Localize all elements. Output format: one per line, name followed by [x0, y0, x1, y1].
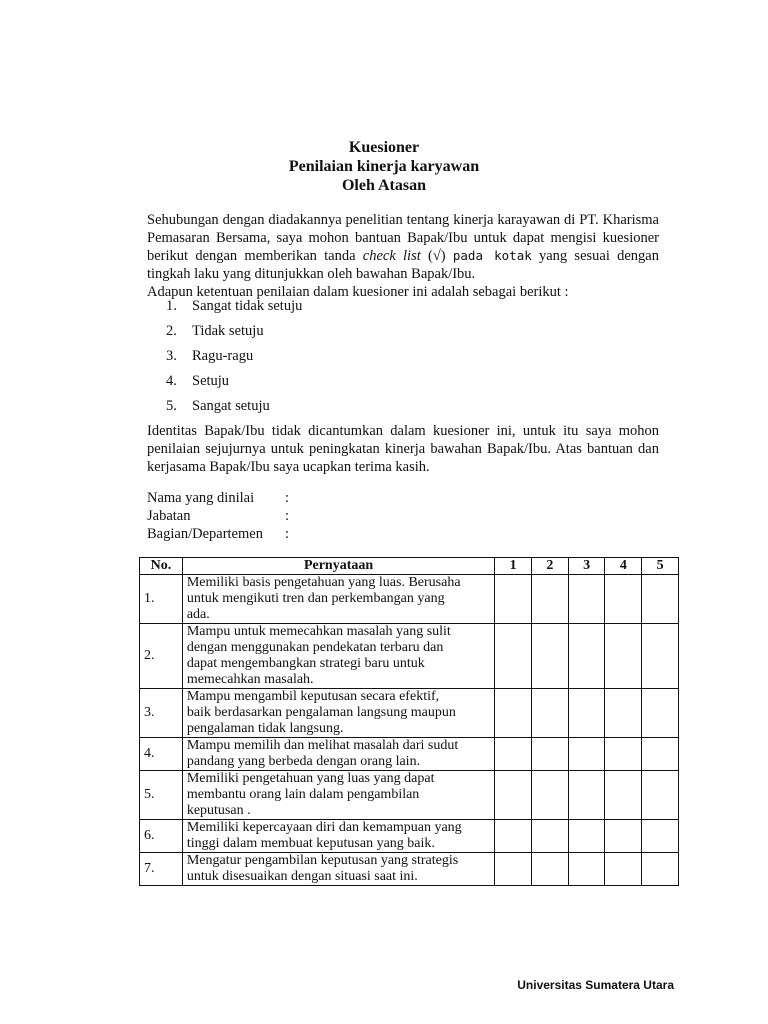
- score-5-checkbox[interactable]: [642, 575, 679, 624]
- table-row: [140, 853, 679, 886]
- score-4-checkbox[interactable]: [605, 689, 642, 738]
- identity-row-department[interactable]: Bagian/Departemen :: [147, 526, 290, 542]
- row-number: 4.: [140, 738, 183, 771]
- score-3-checkbox[interactable]: [568, 575, 605, 624]
- identity-fields: [147, 489, 289, 543]
- statement-cell: [182, 689, 494, 738]
- intro-text-1: Sehubungan dengan diadakannya penelitian tentang kinerja karayawan di PT. Kharisma Pemasaran Bersama, saya mohon bantuan Bapak/Ibu untuk dapat mengisi kuesioner berikut dengan memberikan tanda: [147, 212, 659, 264]
- score-5-checkbox[interactable]: [642, 771, 679, 820]
- statement-cell: [182, 820, 494, 853]
- statement-line: membantu orang lain dalam pengambilan: [186, 787, 420, 802]
- row-number: 1.: [140, 575, 183, 624]
- score-1-checkbox[interactable]: [495, 624, 532, 689]
- score-4-checkbox[interactable]: [605, 738, 642, 771]
- header-score-1: 1: [495, 558, 532, 575]
- table-header-row: [140, 558, 679, 575]
- row-number: 6.: [140, 820, 183, 853]
- statement-line: untuk mengikuti tren dan perkembangan yang: [186, 591, 445, 606]
- intro-mono-text: pada kotak: [452, 248, 532, 263]
- statement-line: dengan menggunakan pendekatan terbaru dan: [186, 640, 444, 655]
- statement-line: keputusan .: [186, 803, 251, 818]
- document-title: [0, 138, 768, 195]
- score-5-checkbox[interactable]: [642, 624, 679, 689]
- score-1-checkbox[interactable]: [495, 575, 532, 624]
- statement-line: tinggi dalam membuat keputusan yang baik.: [186, 836, 435, 851]
- closing-paragraph: Identitas Bapak/Ibu tidak dicantumkan dalam kuesioner ini, untuk itu saya mohon penilaian sejujurnya untuk peningkatan kinerja bawahan Bapak/Ibu. Atas bantuan dan kerjasama Bapak/Ibu saya ucapkan terima kasih.: [147, 423, 659, 475]
- list-item: 4. Setuju: [166, 373, 230, 389]
- score-4-checkbox[interactable]: [605, 820, 642, 853]
- score-2-checkbox[interactable]: [532, 820, 569, 853]
- check-symbol: (√): [420, 248, 453, 264]
- statement-line: Memiliki basis pengetahuan yang luas. Berusaha: [186, 575, 461, 590]
- list-item: 1. Sangat tidak setuju: [166, 298, 303, 314]
- title-line-1: Kuesioner: [348, 139, 420, 156]
- footer-institution: Universitas Sumatera Utara: [517, 978, 674, 992]
- score-4-checkbox[interactable]: [605, 771, 642, 820]
- rating-scale-list: [166, 296, 302, 421]
- header-score-4: 4: [605, 558, 642, 575]
- score-1-checkbox[interactable]: [495, 853, 532, 886]
- score-2-checkbox[interactable]: [532, 624, 569, 689]
- score-2-checkbox[interactable]: [532, 771, 569, 820]
- intro-paragraph: [147, 211, 659, 301]
- score-2-checkbox[interactable]: [532, 738, 569, 771]
- score-3-checkbox[interactable]: [568, 853, 605, 886]
- statement-line: baik berdasarkan pengalaman langsung maupun: [186, 705, 456, 720]
- statement-cell: [182, 853, 494, 886]
- statement-line: dapat mengembangkan strategi baru untuk: [186, 656, 425, 671]
- score-2-checkbox[interactable]: [532, 575, 569, 624]
- statement-cell: [182, 771, 494, 820]
- score-3-checkbox[interactable]: [568, 624, 605, 689]
- score-3-checkbox[interactable]: [568, 820, 605, 853]
- header-score-3: 3: [568, 558, 605, 575]
- score-1-checkbox[interactable]: [495, 771, 532, 820]
- list-item: 5. Sangat setuju: [166, 398, 270, 414]
- score-4-checkbox[interactable]: [605, 624, 642, 689]
- score-2-checkbox[interactable]: [532, 689, 569, 738]
- statement-line: pengalaman tidak langsung.: [186, 721, 344, 736]
- table-row: [140, 575, 679, 624]
- intro-text-2: yang sesuai dengan tingkah laku yang ditunjukkan oleh bawahan Bapak/Ibu.: [147, 248, 659, 282]
- statement-line: memecahkan masalah.: [186, 672, 314, 687]
- statement-line: Memiliki kepercayaan diri dan kemampuan yang: [186, 820, 462, 835]
- identity-row-position[interactable]: Jabatan :: [147, 508, 290, 524]
- table-row: [140, 624, 679, 689]
- score-3-checkbox[interactable]: [568, 738, 605, 771]
- row-number: 5.: [140, 771, 183, 820]
- score-5-checkbox[interactable]: [642, 738, 679, 771]
- header-statement: Pernyataan: [182, 558, 494, 575]
- row-number: 2.: [140, 624, 183, 689]
- rules-intro: Adapun ketentuan penilaian dalam kuesioner ini adalah sebagai berikut :: [147, 284, 569, 300]
- statement-line: Mampu untuk memecahkan masalah yang sulit: [186, 624, 451, 639]
- table-row: [140, 771, 679, 820]
- list-item: 3. Ragu-ragu: [166, 348, 254, 364]
- questionnaire-table: [139, 557, 679, 886]
- score-4-checkbox[interactable]: [605, 853, 642, 886]
- row-number: 7.: [140, 853, 183, 886]
- score-4-checkbox[interactable]: [605, 575, 642, 624]
- score-3-checkbox[interactable]: [568, 689, 605, 738]
- header-score-2: 2: [532, 558, 569, 575]
- statement-cell: [182, 575, 494, 624]
- score-5-checkbox[interactable]: [642, 820, 679, 853]
- statement-line: Mampu memilih dan melihat masalah dari sudut: [186, 738, 459, 753]
- statement-cell: [182, 738, 494, 771]
- title-line-2: Penilaian kinerja karyawan: [288, 158, 480, 175]
- score-1-checkbox[interactable]: [495, 820, 532, 853]
- statement-line: Mengatur pengambilan keputusan yang strategis: [186, 853, 459, 868]
- list-item: 2. Tidak setuju: [166, 323, 264, 339]
- statement-line: pandang yang berbeda dengan orang lain.: [186, 754, 421, 769]
- score-5-checkbox[interactable]: [642, 853, 679, 886]
- statement-line: Mampu mengambil keputusan secara efektif,: [186, 689, 440, 704]
- statement-line: Memiliki pengetahuan yang luas yang dapat: [186, 771, 435, 786]
- row-number: 3.: [140, 689, 183, 738]
- table-row: [140, 738, 679, 771]
- score-3-checkbox[interactable]: [568, 771, 605, 820]
- statement-cell: [182, 624, 494, 689]
- score-1-checkbox[interactable]: [495, 738, 532, 771]
- header-score-5: 5: [642, 558, 679, 575]
- identity-row-name[interactable]: Nama yang dinilai :: [147, 490, 290, 506]
- title-line-3: Oleh Atasan: [341, 177, 426, 194]
- table-row: [140, 820, 679, 853]
- statement-line: untuk disesuaikan dengan situasi saat ini.: [186, 869, 418, 884]
- statement-line: ada.: [186, 607, 210, 622]
- score-5-checkbox[interactable]: [642, 689, 679, 738]
- score-1-checkbox[interactable]: [495, 689, 532, 738]
- score-2-checkbox[interactable]: [532, 853, 569, 886]
- table-row: [140, 689, 679, 738]
- header-no: No.: [140, 558, 183, 575]
- check-list-term: check list: [362, 248, 421, 264]
